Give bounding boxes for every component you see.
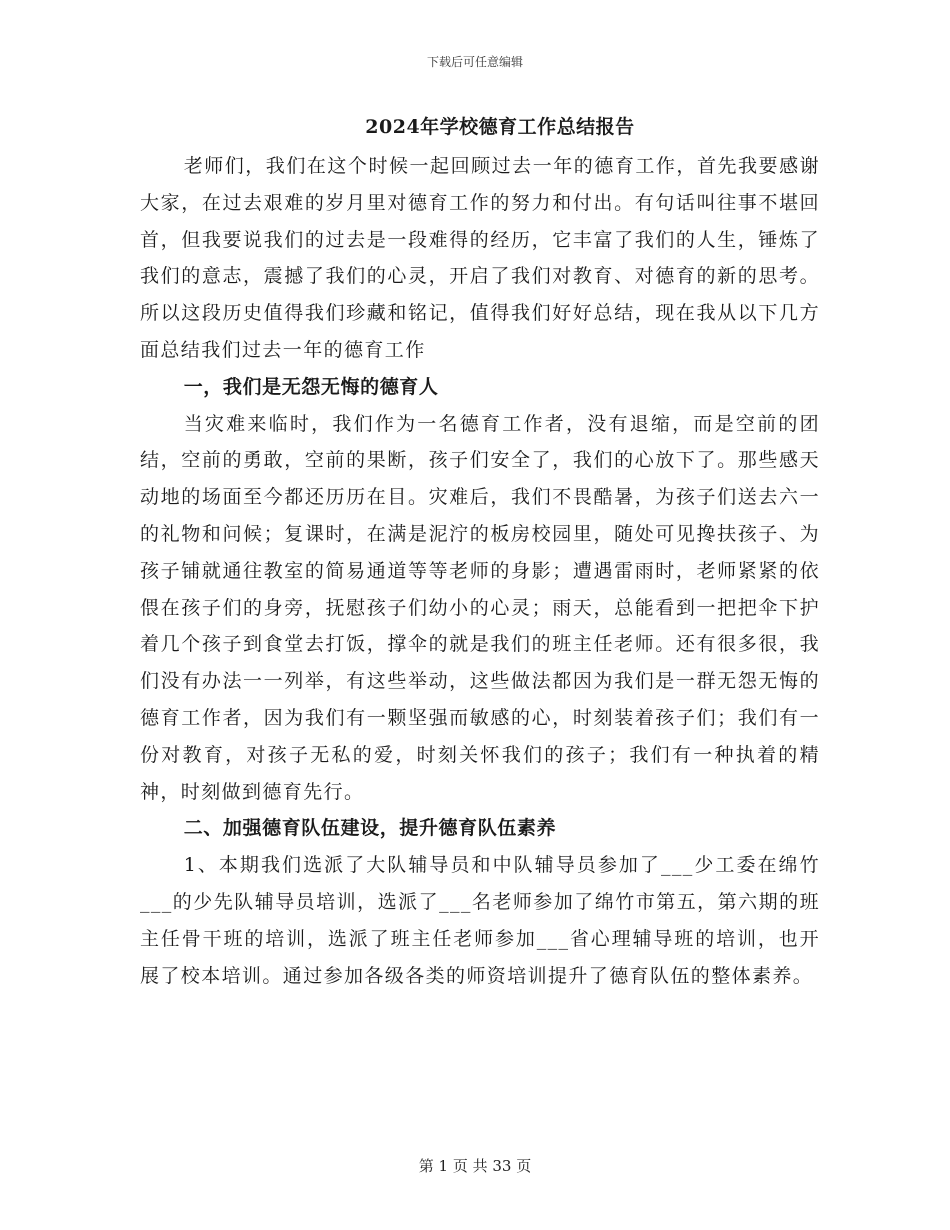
document-title: 2024年学校德育工作总结报告 <box>365 116 635 138</box>
section-2-item-1: 1、本期我们选派了大队辅导员和中队辅导员参加了___少工委在绵竹___的少先队辅导员培训，选派了___名老师参加了绵竹市第五，第六期的班主任骨干班的培训，选派了班主任老师参加___省心理辅导班的培训，也开展了校本培训。通过参加各级各类的师资培训提升了德育队伍的整体素养。 <box>140 854 820 987</box>
section-2-heading: 二、加强德育队伍建设，提升德育队伍素养 <box>183 817 557 840</box>
header-note: 下载后可任意编辑 <box>426 55 523 69</box>
document-body <box>140 112 820 994</box>
section-1-paragraph: 当灾难来临时，我们作为一名德育工作者，没有退缩，而是空前的团结，空前的勇敢，空前的果断，孩子们安全了，我们的心放下了。那些感天动地的场面至今都还历历在目。灾难后，我们不畏酷暑，为孩子们送去六一的礼物和问候；复课时，在满是泥泞的板房校园里，随处可见搀扶孩子、为孩子铺就通往教室的简易通道等等老师的身影；遭遇雷雨时，老师紧紧的依偎在孩子们的身旁，抚慰孩子们幼小的心灵；雨天，总能看到一把把伞下护着几个孩子到食堂去打饭，撑伞的就是我们的班主任老师。还有很多很，我们没有办法一一列举，有这些举动，这些做法都因为我们是一群无怨无悔的德育工作者，因为我们有一颗坚强而敏感的心，时刻装着孩子们；我们有一份对教育，对孩子无私的爱，时刻关怀我们的孩子；我们有一种执着的精神，时刻做到德育先行。 <box>140 412 820 803</box>
section-1-heading: 一，我们是无怨无悔的德育人 <box>183 375 439 398</box>
intro-paragraph: 老师们，我们在这个时候一起回顾过去一年的德育工作，首先我要感谢大家，在过去艰难的岁月里对德育工作的努力和付出。有句话叫往事不堪回首，但我要说我们的过去是一段难得的经历，它丰富了我们的人生，锤炼了我们的意志，震撼了我们的心灵，开启了我们对教育、对德育的新的思考。所以这段历史值得我们珍藏和铭记，值得我们好好总结，现在我从以下几方面总结我们过去一年的德育工作 <box>140 155 820 361</box>
page-footer: 第 1 页 共 33 页 <box>418 1157 532 1175</box>
